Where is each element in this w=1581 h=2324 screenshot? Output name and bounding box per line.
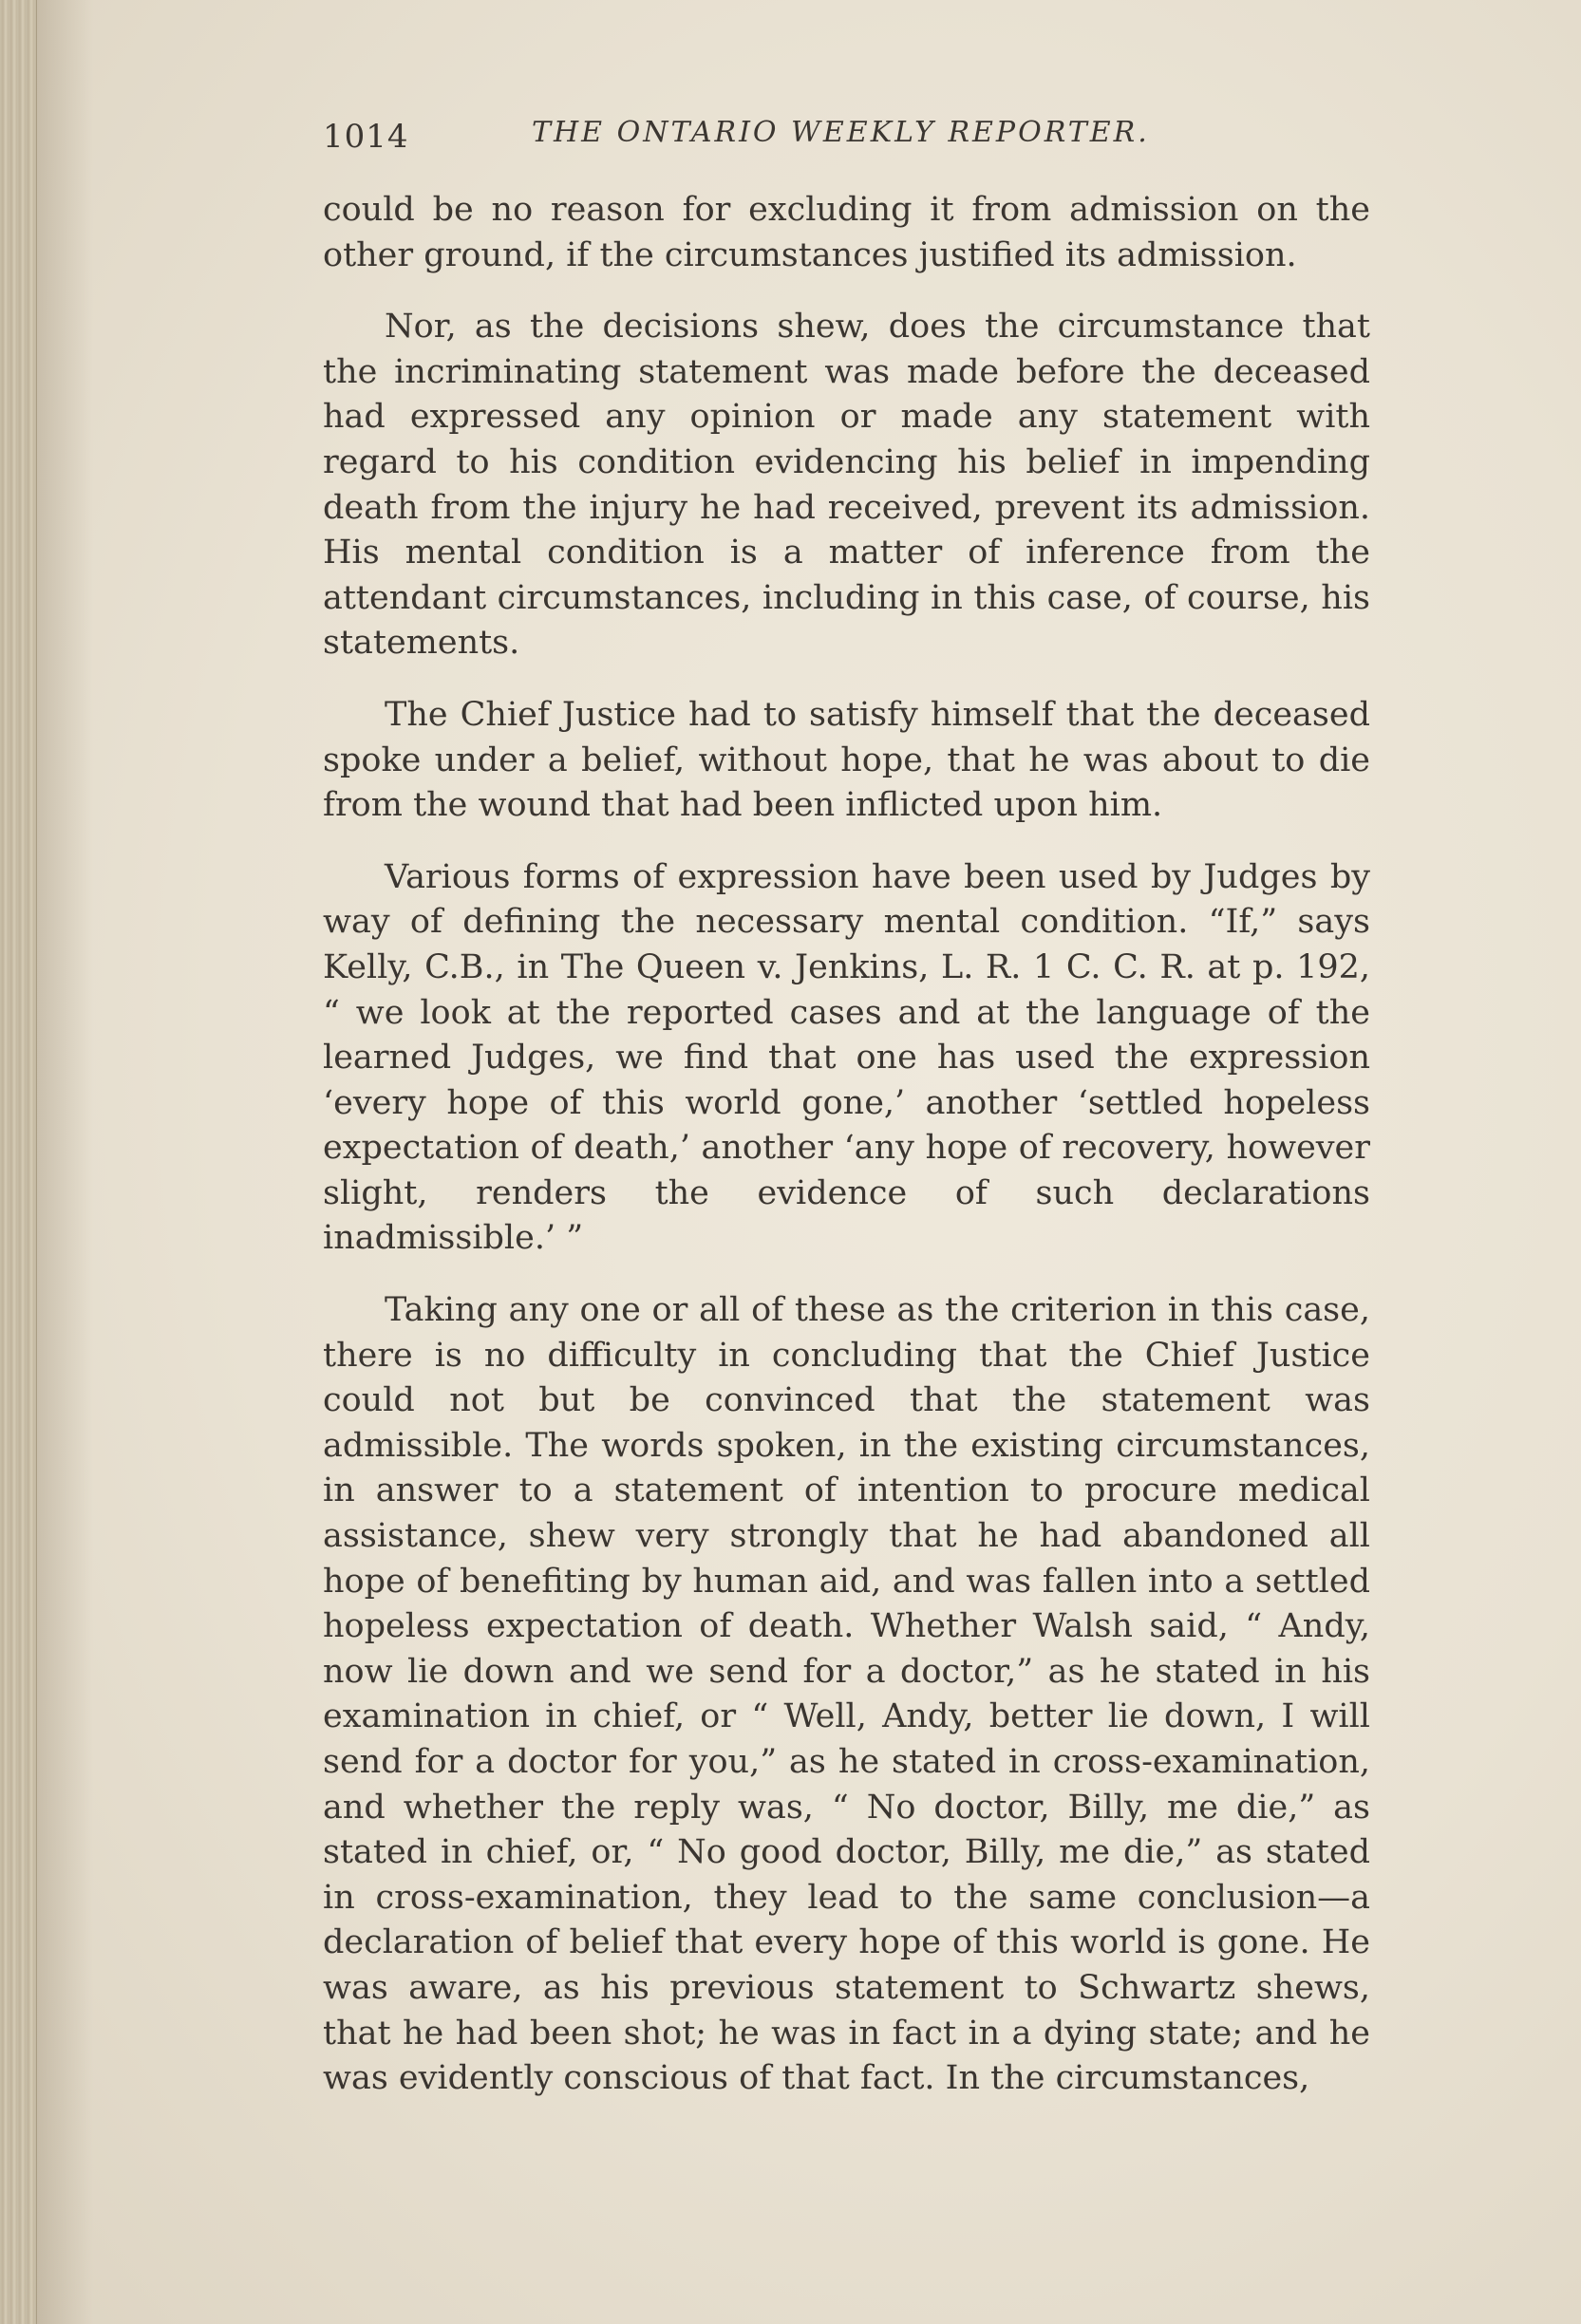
paragraph: Taking any one or all of these as the criterion in this case, there is no difficulty in concluding that the Chief Justice could not but be convinced that the statement was admissible. The words spoken, in the existing circumstances, in answer to a statement of intention to procure medical assistance, shew very strongly that he had abandoned all hope of benefiting by human aid, and was fallen into a settled hopeless expectation of death. Whether Walsh said, “ Andy, now lie down and we send for a doctor,” as he stated in his examination in chief, or “ Well, Andy, better lie down, I will send for a doctor for you,” as he stated in cross-examination, and whether the reply was, “ No doctor, Billy, me die,” as stated in chief, or, “ No good doctor, Billy, me die,” as stated in cross-examination, they lead to the same conclusion—a declaration of belief that every hope of this world is gone. He was aware, as his previous statement to Schwartz shews, that he had been shot; he was in fact in a dying state; and he was evidently conscious of that fact. In the circumstances, [323, 1291, 1370, 2098]
book-binding [0, 0, 37, 2324]
gutter-shadow [36, 0, 93, 2324]
running-head: THE ONTARIO WEEKLY REPORTER. [532, 116, 1150, 149]
paragraph: could be no reason for excluding it from admission on the other ground, if the circumstances justified its admission. [323, 191, 1370, 274]
paragraph: The Chief Justice had to satisfy himself that the deceased spoke under a belief, without hope, that he was about to die from the wound that had been inflicted upon him. [323, 695, 1370, 825]
page-number: 1014 [323, 118, 409, 156]
paragraph: Nor, as the decisions shew, does the circumstance that the incriminating statement was made before the deceased had expressed any opinion or made any statement with regard to his condition evidencing his belief in impending death from the injury he had received, prevent its admission. His mental condition is a matter of inference from the attendant circumstances, including in this case, of course, his statements. [323, 308, 1370, 663]
page-header [323, 112, 1377, 169]
body-text [323, 188, 1370, 2102]
paragraph: Various forms of expression have been used by Judges by way of defining the necessary mental condition. “If,” says Kelly, C.B., in The Queen v. Jenkins, L. R. 1 C. C. R. at p. 192, “ we look at the reported cases and at the language of the learned Judges, we find that one has used the expression ‘every hope of this world gone,’ another ‘settled hopeless expectation of death,’ another ‘any hope of recovery, however slight, renders the evidence of such declarations inadmissible.’ ” [323, 857, 1370, 1258]
